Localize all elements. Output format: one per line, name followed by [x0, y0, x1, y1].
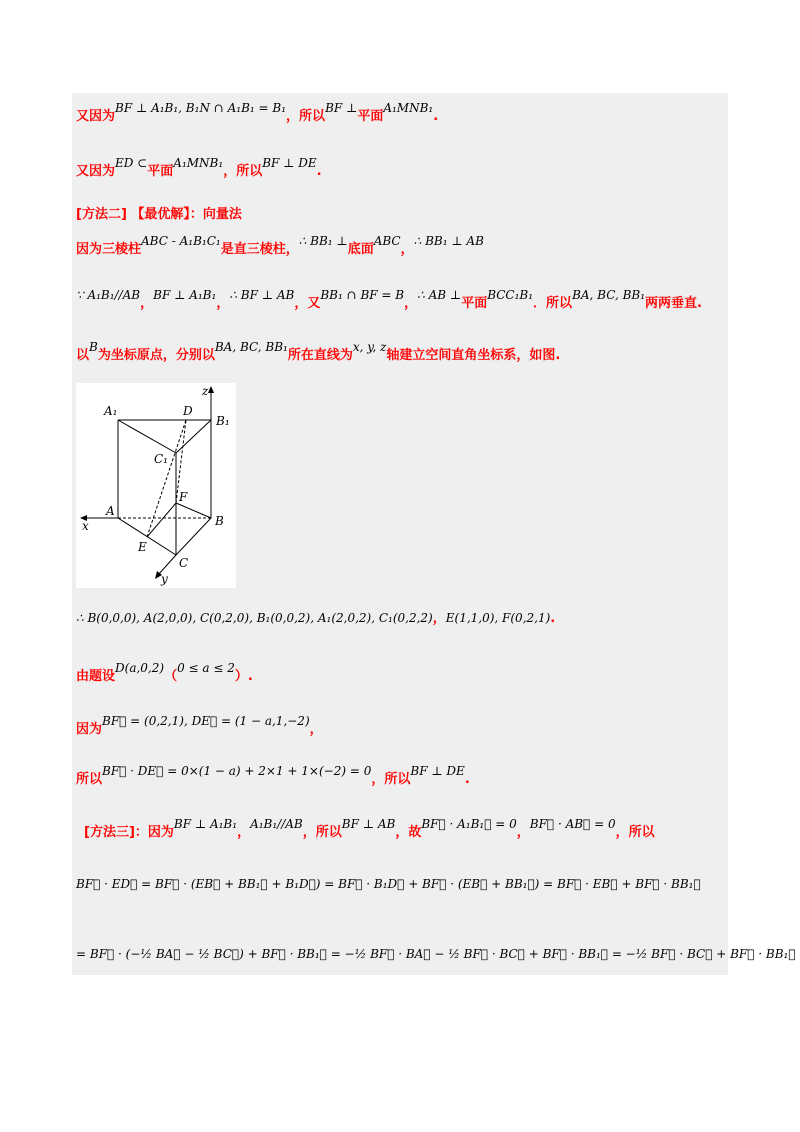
math: B [89, 340, 98, 354]
text: ，所以 [223, 164, 263, 179]
text: ， [140, 296, 154, 311]
text: ，所以 [286, 109, 326, 124]
text: 为坐标原点，分别以 [97, 348, 215, 363]
text: （ [164, 669, 178, 684]
text: ， [216, 296, 230, 311]
prism-diagram [76, 383, 236, 588]
text: 又因为 [76, 109, 116, 124]
edge-A1C1 [118, 420, 176, 453]
text: ， [404, 296, 418, 311]
label-C1: C₁ [154, 452, 168, 466]
line-4 [76, 234, 484, 257]
math: BF ⊥ DE [410, 764, 465, 778]
math: ABC - A₁B₁C₁ [141, 234, 221, 248]
label-z: z [202, 384, 209, 398]
text: . [550, 611, 556, 626]
math: BF⃗ · AB⃗ = 0 [529, 817, 616, 831]
label-F: F [179, 490, 188, 504]
label-x: x [82, 519, 89, 533]
segment-EF [147, 503, 176, 537]
text: 是直三棱柱， [220, 242, 299, 257]
label-E: E [138, 540, 147, 554]
math: ED ⊂ [115, 156, 148, 170]
math: = BF⃗ · (−½ BA⃗ − ½ BC⃗) + BF⃗ · BB₁⃗ = −½ BF⃗ · BA⃗ − ½ BF⃗ · BC⃗ + BF⃗ · BB₁⃗ = −½ BF⃗ · BC⃗ + BF⃗ · BB₁⃗ [76, 947, 796, 961]
line-7 [76, 607, 555, 626]
text: . [433, 109, 439, 124]
math: ∴ BF ⊥ AB [229, 288, 295, 302]
label-C: C [179, 556, 189, 570]
math: ABC [373, 234, 401, 248]
text: . [316, 164, 322, 179]
text: ．所以 [533, 296, 573, 311]
line-8 [76, 661, 253, 684]
math: ∴ BB₁ ⊥ AB [413, 234, 484, 248]
label-B: B [215, 514, 224, 528]
z-arrow [208, 386, 214, 393]
math: ∴ AB ⊥ [417, 288, 462, 302]
text: 底面 [347, 242, 374, 257]
section-heading: [方法三]：因为 [84, 825, 174, 840]
label-y: y [161, 572, 168, 586]
segment-FB [176, 503, 211, 518]
math: A₁MNB₁ [383, 101, 434, 115]
text: ， [516, 825, 530, 840]
text: 因为三棱柱 [76, 242, 142, 257]
math: BF⃗ · A₁B₁⃗ = 0 [421, 817, 517, 831]
label-D: D [183, 404, 193, 418]
segment-ED [147, 420, 186, 537]
text: 因为 [76, 722, 103, 737]
prism-figure [76, 383, 236, 588]
text: 平面 [461, 296, 488, 311]
math: BF ⊥ A₁B₁, B₁N ∩ A₁B₁ = B₁ [115, 101, 287, 115]
math: BA, BC, BB₁ [214, 340, 288, 354]
math: BF ⊥ DE [262, 156, 317, 170]
math: BB₁ ∩ BF = B [320, 288, 405, 302]
line-5 [76, 288, 702, 311]
text: 由题设 [76, 669, 116, 684]
math: D(a,0,2) [115, 661, 165, 675]
label-A: A [106, 504, 115, 518]
math: BF ⊥ A₁B₁ [153, 288, 217, 302]
math: ∵ A₁B₁//AB [76, 288, 141, 302]
text: ， [432, 611, 446, 626]
text: 平面 [147, 164, 174, 179]
math: 0 ≤ a ≤ 2 [177, 661, 235, 675]
math: BF ⊥ AB [341, 817, 396, 831]
section-heading: [方法二] 【最优解】：向量法 [76, 207, 242, 222]
text: ， [237, 825, 251, 840]
line-2 [76, 156, 322, 179]
text: . [464, 772, 470, 787]
text: ，故 [395, 825, 422, 840]
text: ）. [234, 669, 253, 684]
line-3 [76, 203, 242, 222]
line-6 [76, 340, 561, 363]
text: 两两垂直. [645, 296, 702, 311]
text: ，又 [294, 296, 321, 311]
math: BF ⊥ [325, 101, 358, 115]
label-A1: A₁ [104, 404, 118, 418]
line-1 [76, 101, 439, 124]
edge-B1C1 [176, 420, 211, 453]
line-10 [76, 764, 470, 787]
math: BA, BC, BB₁ [572, 288, 646, 302]
line-13 [76, 947, 796, 961]
line-12 [76, 877, 701, 891]
text: ， [309, 722, 323, 737]
text: ，所以 [615, 825, 655, 840]
line-9 [76, 714, 323, 737]
text: ，所以 [302, 825, 342, 840]
text: 所在直线为 [287, 348, 353, 363]
text: 以 [76, 348, 90, 363]
text: 所以 [76, 772, 103, 787]
math: BF⃗ · DE⃗ = 0×(1 − a) + 2×1 + 1×(−2) = 0 [102, 764, 372, 778]
math: A₁MNB₁ [173, 156, 224, 170]
label-B1: B₁ [216, 414, 230, 428]
text: ，所以 [371, 772, 411, 787]
math: BCC₁B₁ [487, 288, 534, 302]
math: BF⃗ = (0,2,1), DE⃗ = (1 − a,1,−2) [102, 714, 310, 728]
line-11 [84, 817, 655, 840]
math: E(1,1,0), F(0,2,1) [445, 611, 551, 625]
text: ， [400, 242, 414, 257]
math: x, y, z [352, 340, 387, 354]
text: 轴建立空间直角坐标系，如图. [386, 348, 561, 363]
math: ∴ B(0,0,0), A(2,0,0), C(0,2,0), B₁(0,0,2), A₁(2,0,2), C₁(0,2,2) [76, 611, 433, 625]
text: 平面 [357, 109, 384, 124]
math: BF⃗ · ED⃗ = BF⃗ · (EB⃗ + BB₁⃗ + B₁D⃗) = BF⃗ · B₁D⃗ + BF⃗ · (EB⃗ + BB₁⃗) = BF⃗ · EB⃗ + BF⃗ · BB₁⃗ [76, 877, 701, 891]
text: 又因为 [76, 164, 116, 179]
math: A₁B₁//AB [250, 817, 303, 831]
math: ∴ BB₁ ⊥ [298, 234, 348, 248]
math: BF ⊥ A₁B₁ [173, 817, 238, 831]
edge-BC [176, 518, 211, 555]
